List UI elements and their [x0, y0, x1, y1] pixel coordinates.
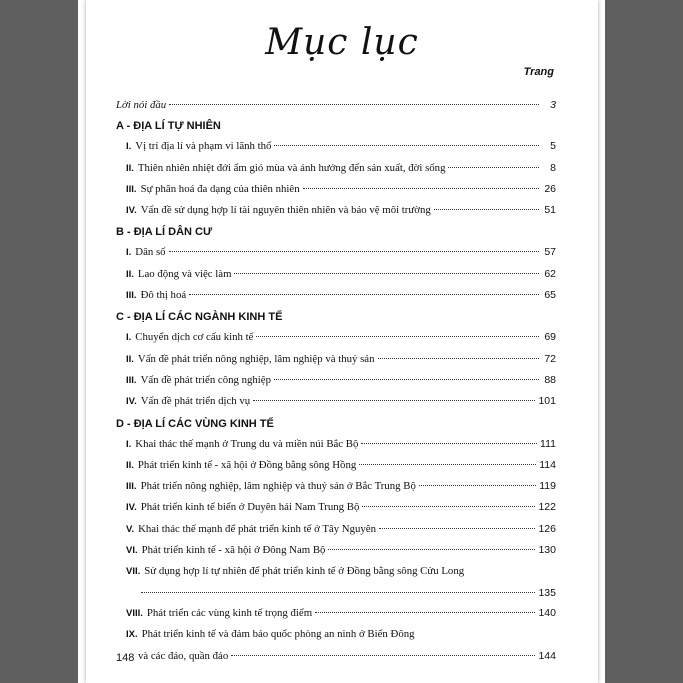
toc-entry-label: Phát triển kinh tế - xã hội ở Đồng bằng sông Hồng — [137, 458, 357, 471]
toc-entry-page: 135 — [538, 586, 556, 599]
toc-entry — [116, 497, 556, 518]
toc-entry — [116, 434, 556, 455]
toc-entry-page: 140 — [538, 606, 556, 619]
dot-leader — [303, 188, 539, 189]
toc-entry-number: I. — [126, 247, 132, 259]
toc-entry-number: V. — [126, 523, 135, 535]
dot-leader — [274, 379, 539, 380]
table-of-contents — [116, 95, 556, 666]
toc-entry-label: Phát triển kinh tế biển ở Duyên hải Nam Trung Bộ — [140, 501, 360, 514]
dot-leader — [256, 336, 539, 337]
toc-entry-number: III. — [126, 374, 137, 386]
toc-entry — [116, 583, 556, 603]
toc-entry-label: Vấn đề phát triển nông nghiệp, lâm nghiệp và thuỷ sản — [137, 352, 375, 365]
toc-entry — [116, 646, 556, 666]
toc-entry-number: III. — [126, 183, 137, 195]
toc-entry-page: 119 — [539, 480, 556, 493]
toc-entry-page: 5 — [550, 140, 556, 153]
dot-leader — [419, 485, 536, 486]
toc-entry-page: 114 — [539, 458, 556, 471]
dot-leader — [328, 549, 535, 550]
toc-entry-label: Chuyển dịch cơ cấu kinh tế — [135, 331, 254, 344]
toc-entry — [116, 476, 556, 497]
right-frame — [605, 0, 683, 683]
toc-entry-label: Sử dụng hợp lí tự nhiên để phát triển kinh tế ở Đồng bằng sông Cửu Long — [144, 565, 465, 578]
toc-entry — [116, 370, 556, 391]
left-frame — [0, 0, 78, 683]
toc-section-title: A - ĐỊA LÍ TỰ NHIÊN — [116, 120, 221, 133]
toc-entry-label: Khai thác thế mạnh để phát triển kinh tế ở Tây Nguyên — [138, 522, 376, 535]
toc-entry — [116, 285, 556, 306]
toc-entry-number: VII. — [126, 566, 141, 578]
toc-section-title: D - ĐỊA LÍ CÁC VÙNG KINH TẾ — [116, 417, 274, 430]
dot-leader — [361, 443, 537, 444]
toc-entry-label: Phát triển kinh tế - xã hội ở Đông Nam Bộ — [141, 544, 326, 557]
toc-entry-number: VIII. — [126, 607, 143, 619]
toc-entry-number: IV. — [126, 205, 137, 217]
dot-leader — [315, 612, 535, 613]
toc-entry — [116, 136, 556, 157]
toc-entry-page: 130 — [538, 544, 556, 557]
toc-entry-number: IV. — [126, 396, 137, 408]
footer-page-number: 148 — [116, 652, 135, 664]
toc-entry-page: 51 — [544, 204, 556, 217]
toc-entry-label: Dân số — [135, 246, 166, 259]
toc-entry-number: IV. — [126, 502, 137, 514]
dot-leader — [379, 528, 535, 529]
toc-preface-page: 3 — [550, 99, 556, 111]
toc-entry-page: 72 — [544, 352, 556, 365]
dot-leader — [362, 506, 535, 507]
toc-entry-label: Phát triển các vùng kinh tế trọng điểm — [146, 606, 313, 619]
toc-entry-label: Phát triển kinh tế và đảm bảo quốc phòng an ninh ở Biển Đông — [141, 628, 415, 641]
page-column-header: Trang — [523, 66, 554, 78]
toc-entry — [116, 264, 556, 285]
toc-entry-label: Vấn đề sử dụng hợp lí tài nguyên thiên nhiên và bảo vệ môi trường — [140, 204, 431, 217]
page-title: Mục lục — [265, 22, 419, 63]
toc-entry-page: 65 — [544, 289, 556, 302]
toc-entry-page: 126 — [538, 522, 556, 535]
toc-entry-label: Sự phân hoá đa dạng của thiên nhiên — [140, 182, 300, 195]
toc-section-title: B - ĐỊA LÍ DÂN CƯ — [116, 226, 213, 239]
toc-section-title: C - ĐỊA LÍ CÁC NGÀNH KINH TẾ — [116, 311, 283, 324]
dot-leader — [378, 358, 540, 359]
toc-entry-number: II. — [126, 353, 134, 365]
dot-leader — [253, 400, 535, 401]
toc-entry-page: 57 — [544, 246, 556, 259]
toc-entry-page: 26 — [544, 182, 556, 195]
toc-entry-page: 111 — [540, 437, 556, 450]
toc-entry-label: Lao động và việc làm — [137, 267, 232, 280]
dot-leader — [274, 145, 539, 146]
toc-entry-label: và các đảo, quần đảo — [138, 649, 229, 662]
toc-entry-page: 8 — [550, 161, 556, 174]
toc-preface — [116, 95, 556, 115]
toc-entry-number: II. — [126, 459, 134, 471]
toc-entry-label: Khai thác thế mạnh ở Trung du và miền núi Bắc Bộ — [135, 437, 359, 450]
dot-leader — [189, 294, 539, 295]
toc-entry-number: II. — [126, 162, 134, 174]
toc-entry-number: IX. — [126, 629, 138, 641]
toc-entry-page: 69 — [544, 331, 556, 344]
toc-entry-label: Thiên nhiên nhiệt đới ẩm gió mùa và ảnh hưởng đến sản xuất, đời sống — [137, 161, 446, 174]
toc-entry-label: Đô thị hoá — [140, 289, 187, 302]
dot-leader — [231, 655, 535, 656]
toc-entry-label: Vị trí địa lí và phạm vi lãnh thổ — [135, 140, 272, 153]
toc-entry — [116, 327, 556, 348]
toc-entry — [116, 455, 556, 476]
toc-entry-page: 144 — [538, 649, 556, 662]
toc-entry — [116, 561, 556, 582]
dot-leader — [234, 273, 539, 274]
toc-entry — [116, 624, 556, 645]
toc-entry-number: VI. — [126, 545, 138, 557]
toc-entry — [116, 349, 556, 370]
dot-leader — [448, 167, 539, 168]
toc-entry-number: III. — [126, 481, 137, 493]
toc-entry-page: 62 — [544, 267, 556, 280]
toc-entry-page: 88 — [544, 373, 556, 386]
dot-leader — [141, 592, 535, 593]
toc-entry-number: III. — [126, 290, 137, 302]
dot-leader — [169, 251, 539, 252]
toc-preface-label: Lời nói đầu — [116, 99, 167, 111]
toc-entry — [116, 158, 556, 179]
toc-entry-label: Vấn đề phát triển dịch vụ — [140, 395, 251, 408]
toc-entry — [116, 391, 556, 412]
toc-entry — [116, 540, 556, 561]
toc-entry — [116, 200, 556, 221]
toc-entry-number: I. — [126, 332, 132, 344]
dot-leader — [434, 209, 539, 210]
toc-entry — [116, 179, 556, 200]
toc-entry-label: Vấn đề phát triển công nghiệp — [140, 373, 271, 386]
toc-entry — [116, 603, 556, 624]
dot-leader — [169, 104, 539, 105]
book-page — [86, 0, 598, 683]
toc-entry — [116, 519, 556, 540]
dot-leader — [359, 464, 536, 465]
toc-entry-number: I. — [126, 141, 132, 153]
toc-entry-number: II. — [126, 268, 134, 280]
toc-entry-page: 122 — [538, 501, 556, 514]
toc-entry-page: 101 — [538, 395, 556, 408]
toc-entry-label: Phát triển nông nghiệp, lâm nghiệp và thuỷ sản ở Bắc Trung Bộ — [140, 480, 416, 493]
toc-entry — [116, 242, 556, 263]
toc-entry-number: I. — [126, 438, 132, 450]
